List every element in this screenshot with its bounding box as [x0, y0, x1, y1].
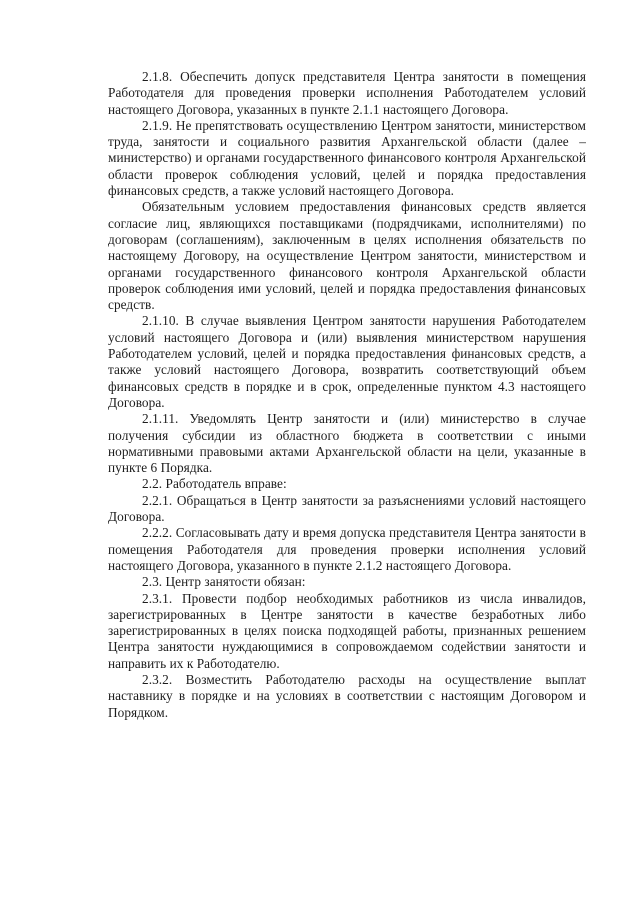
paragraph-2-1-8: 2.1.8. Обеспечить допуск представителя Центра занятости в помещения Работодателя для проведения проверки исполнения Работодателем условий настоящего Договора, указанных в пункте 2.1.1 настоящего Договора. [108, 69, 586, 117]
document-body [108, 69, 586, 721]
paragraph-2-1-10: 2.1.10. В случае выявления Центром занятости нарушения Работодателем условий настоящего Договора и (или) выявления министерством нарушения Работодателем условий, целей и порядка предоставления финансовых средств, а также условий настоящего Договора, возвратить соответствующий объем финансовых средств в порядке и в срок, определенные пунктом 4.3 настоящего Договора. [108, 313, 586, 410]
paragraph-mandatory-condition: Обязательным условием предоставления финансовых средств является согласие лиц, являющихся поставщиками (подрядчиками, исполнителями) по договорам (соглашениям), заключенным в целях исполнения обязательств по настоящему Договору, на осуществление Центром занятости, министерством и органами государственного финансового контроля Архангельской области проверок соблюдения ими условий, целей и порядка предоставления финансовых средств. [108, 199, 586, 313]
paragraph-2-3-1: 2.3.1. Провести подбор необходимых работников из числа инвалидов, зарегистрированных в Центре занятости в качестве безработных либо зарегистрированных в целях поиска подходящей работы, признанных решением Центра занятости нуждающимися в сопровождаемом содействии занятости и направить их к Работодателю. [108, 590, 586, 671]
paragraph-2-1-9: 2.1.9. Не препятствовать осуществлению Центром занятости, министерством труда, занятости и социального развития Архангельской области (далее – министерство) и органами государственного финансового контроля Архангельской области проверок соблюдения условий, целей и порядка предоставления финансовых средств, а также условий настоящего Договора. [108, 117, 586, 199]
paragraph-2-2-2: 2.2.2. Согласовывать дату и время допуска представителя Центра занятости в помещения Работодателя для проведения проверки исполнения условий настоящего Договора, указанного в пункте 2.1.2 настоящего Договора. [108, 525, 586, 573]
paragraph-2-2-1: 2.2.1. Обращаться в Центр занятости за разъяснениями условий настоящего Договора. [108, 492, 586, 525]
paragraph-2-3: 2.3. Центр занятости обязан: [142, 574, 306, 590]
paragraph-2-3-2: 2.3.2. Возместить Работодателю расходы на осуществление выплат наставнику в порядке и на условиях в соответствии с настоящим Договором и Порядком. [108, 671, 586, 720]
paragraph-2-2: 2.2. Работодатель вправе: [142, 476, 287, 492]
paragraph-2-1-11: 2.1.11. Уведомлять Центр занятости и (или) министерство в случае получения субсидии из областного бюджета в соответствии с иными нормативными правовыми актами Архангельской области на цели, указанные в пункте 6 Порядка. [108, 411, 586, 476]
